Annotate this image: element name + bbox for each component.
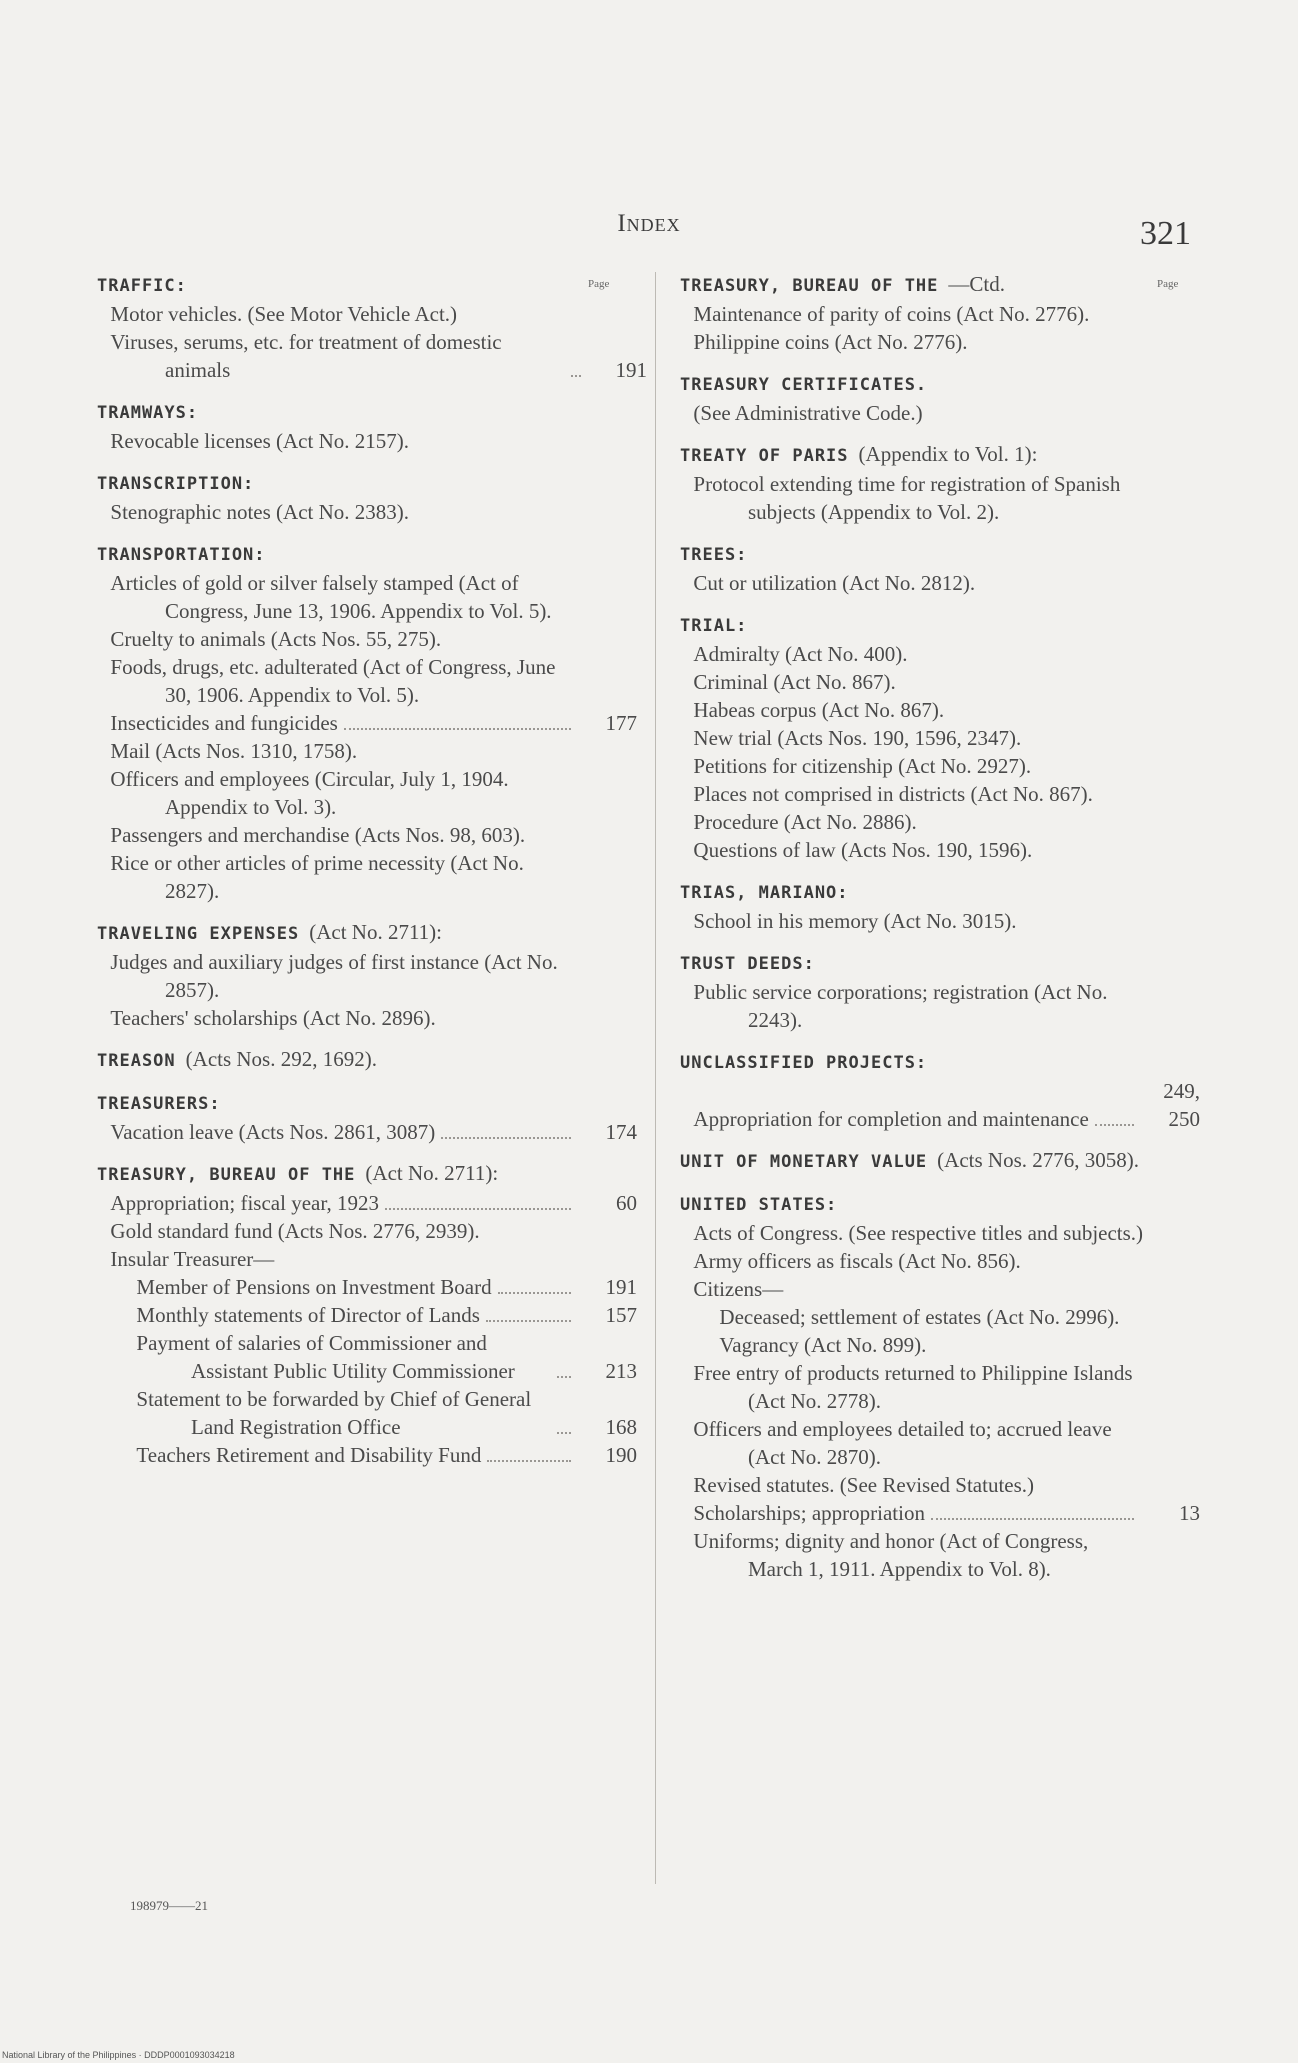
index-entry bbox=[680, 1146, 1200, 1176]
left-index-column bbox=[97, 270, 647, 1482]
index-subentry bbox=[693, 1415, 1200, 1471]
entry-heading-tail: —Ctd. bbox=[948, 272, 1005, 296]
subentry-text: Citizens— bbox=[693, 1277, 784, 1301]
index-entry bbox=[680, 1047, 1200, 1133]
index-entry bbox=[680, 877, 1200, 935]
dot-leader bbox=[571, 375, 581, 377]
subentry-text: Habeas corpus (Act No. 867). bbox=[693, 698, 945, 722]
subentry-text: Philippine coins (Act No. 2776). bbox=[693, 330, 968, 354]
index-subentry bbox=[136, 1441, 637, 1469]
index-subentry bbox=[136, 1329, 637, 1385]
subentry-text: New trial (Acts Nos. 190, 1596, 2347). bbox=[693, 726, 1022, 750]
index-entry bbox=[97, 270, 647, 384]
entry-heading-line bbox=[680, 539, 1200, 569]
subentry-text: Foods, drugs, etc. adulterated (Act of Congress, June 30, 1906. Appendix to Vol. 5). bbox=[110, 655, 556, 707]
subentry-text: Free entry of products returned to Philippine Islands (Act No. 2778). bbox=[693, 1361, 1133, 1413]
subentry-text: Questions of law (Acts Nos. 190, 1596). bbox=[693, 838, 1033, 862]
entry-heading-tail: (Acts Nos. 292, 1692). bbox=[185, 1047, 377, 1071]
subentry-text: (See Administrative Code.) bbox=[693, 401, 923, 425]
index-subentry bbox=[136, 1273, 637, 1301]
entry-heading-line bbox=[97, 918, 637, 948]
index-subentry bbox=[693, 752, 1200, 780]
entry-heading: TRAFFIC: bbox=[97, 276, 187, 296]
index-subentry bbox=[693, 328, 1200, 356]
page-reference: 191 bbox=[605, 1275, 637, 1299]
entry-heading: TRUST DEEDS: bbox=[680, 954, 815, 974]
index-subentry bbox=[693, 808, 1200, 836]
entry-heading: TREASON bbox=[97, 1051, 176, 1071]
subentry-text: Vacation leave (Acts Nos. 2861, 3087) bbox=[110, 1120, 436, 1144]
index-subentry bbox=[110, 498, 637, 526]
dot-leader bbox=[487, 1460, 571, 1462]
index-subentry bbox=[136, 1301, 637, 1329]
subentry-text: Uniforms; dignity and honor (Act of Congress, March 1, 1911. Appendix to Vol. 8). bbox=[693, 1529, 1089, 1581]
index-entry bbox=[680, 440, 1200, 526]
index-subentry bbox=[693, 1275, 1200, 1303]
subentry-text: Member of Pensions on Investment Board bbox=[136, 1275, 492, 1299]
index-entry bbox=[97, 918, 637, 1032]
index-subentry bbox=[693, 470, 1200, 526]
subentry-text: Officers and employees (Circular, July 1, 1904. Appendix to Vol. 3). bbox=[110, 767, 509, 819]
index-entry bbox=[680, 948, 1200, 1034]
index-subentry bbox=[693, 907, 1200, 935]
index-subentry bbox=[693, 1527, 1200, 1583]
index-subentry bbox=[693, 1499, 1200, 1527]
entry-heading: UNIT OF MONETARY VALUE bbox=[680, 1152, 928, 1172]
index-subentry bbox=[110, 849, 637, 905]
entry-heading: UNCLASSIFIED PROJECTS: bbox=[680, 1053, 928, 1073]
index-subentry bbox=[693, 836, 1200, 864]
entry-heading: TREASURY, BUREAU OF THE bbox=[97, 1165, 356, 1185]
subentry-text: Officers and employees detailed to; accrued leave (Act No. 2870). bbox=[693, 1417, 1112, 1469]
index-subentry bbox=[693, 724, 1200, 752]
dot-leader bbox=[931, 1518, 1134, 1520]
entry-heading-line bbox=[680, 440, 1200, 470]
dot-leader bbox=[385, 1208, 571, 1210]
index-subentry bbox=[693, 300, 1200, 328]
index-entry bbox=[680, 539, 1200, 597]
page-column-label-left: Page bbox=[588, 278, 610, 290]
dot-leader bbox=[486, 1320, 571, 1322]
index-subentry bbox=[693, 696, 1200, 724]
entry-heading-line bbox=[680, 1146, 1200, 1176]
index-subentry bbox=[110, 625, 637, 653]
index-entry bbox=[680, 270, 1200, 356]
index-subentry bbox=[110, 765, 637, 821]
entry-heading-tail: (Act No. 2711): bbox=[365, 1161, 499, 1185]
entry-heading: TREATY OF PARIS bbox=[680, 446, 849, 466]
dot-leader bbox=[498, 1292, 571, 1294]
entry-heading: TREES: bbox=[680, 545, 748, 565]
entry-heading-line bbox=[97, 1045, 637, 1075]
subentry-text: Insular Treasurer— bbox=[110, 1247, 275, 1271]
page-reference: 191 bbox=[615, 358, 647, 382]
subentry-text: Vagrancy (Act No. 899). bbox=[719, 1333, 927, 1357]
subentry-text: Teachers' scholarships (Act No. 2896). bbox=[110, 1006, 436, 1030]
running-title: Index bbox=[617, 210, 681, 237]
page-reference: 174 bbox=[605, 1120, 637, 1144]
dot-leader bbox=[557, 1376, 571, 1378]
index-entry bbox=[97, 1045, 637, 1075]
index-entry bbox=[680, 610, 1200, 864]
subentry-text: Viruses, serums, etc. for treatment of domestic animals bbox=[110, 330, 502, 382]
page-reference: 190 bbox=[605, 1443, 637, 1467]
entry-heading: TREASURY CERTIFICATES. bbox=[680, 375, 928, 395]
subentry-text: Revised statutes. (See Revised Statutes.) bbox=[693, 1473, 1035, 1497]
page-column-label-right: Page bbox=[1157, 278, 1179, 290]
index-subentry bbox=[110, 821, 637, 849]
dot-leader bbox=[1095, 1124, 1134, 1126]
subentry-text: Acts of Congress. (See respective titles and subjects.) bbox=[693, 1221, 1144, 1245]
page-reference: 168 bbox=[605, 1415, 637, 1439]
subentry-text: Deceased; settlement of estates (Act No. 2996). bbox=[719, 1305, 1120, 1329]
entry-heading-tail: (Appendix to Vol. 1): bbox=[858, 442, 1038, 466]
subentry-text: Stenographic notes (Act No. 2383). bbox=[110, 500, 410, 524]
index-subentry bbox=[693, 978, 1200, 1034]
subentry-text: Petitions for citizenship (Act No. 2927). bbox=[693, 754, 1032, 778]
index-subentry bbox=[110, 427, 637, 455]
subentry-text: Passengers and merchandise (Acts Nos. 98, 603). bbox=[110, 823, 526, 847]
subentry-text: Appropriation for completion and maintenance bbox=[693, 1107, 1089, 1131]
index-subentry bbox=[693, 569, 1200, 597]
dot-leader bbox=[441, 1137, 571, 1139]
index-subentry bbox=[110, 300, 637, 328]
index-subentry bbox=[110, 1004, 637, 1032]
entry-heading: TRAVELING EXPENSES bbox=[97, 924, 300, 944]
index-entry bbox=[97, 468, 637, 526]
subentry-text: Cruelty to animals (Acts Nos. 55, 275). bbox=[110, 627, 442, 651]
page-reference: 60 bbox=[616, 1191, 637, 1215]
entry-heading-line bbox=[680, 948, 1200, 978]
subentry-text: Army officers as fiscals (Act No. 856). bbox=[693, 1249, 1021, 1273]
subentry-text: Insecticides and fungicides bbox=[110, 711, 338, 735]
entry-heading-line bbox=[97, 1088, 637, 1118]
index-subentry bbox=[110, 737, 637, 765]
index-entry bbox=[97, 397, 637, 455]
entry-heading-line bbox=[97, 1159, 637, 1189]
subentry-text: Procedure (Act No. 2886). bbox=[693, 810, 917, 834]
subentry-text: Admiralty (Act No. 400). bbox=[693, 642, 908, 666]
subentry-text: Criminal (Act No. 867). bbox=[693, 670, 896, 694]
subentry-text: Teachers Retirement and Disability Fund bbox=[136, 1443, 482, 1467]
index-entry bbox=[680, 1189, 1200, 1583]
index-subentry bbox=[693, 1247, 1200, 1275]
index-subentry bbox=[110, 569, 637, 625]
page-reference: 157 bbox=[605, 1303, 637, 1327]
entry-heading-tail: (Act No. 2711): bbox=[309, 920, 443, 944]
entry-heading-line bbox=[680, 1047, 1200, 1077]
subentry-text: Public service corporations; registration (Act No. 2243). bbox=[693, 980, 1108, 1032]
index-subentry bbox=[110, 1189, 637, 1217]
subentry-text: Statement to be forwarded by Chief of General Land Registration Office bbox=[136, 1387, 532, 1439]
page-reference: 249, 250 bbox=[1163, 1079, 1200, 1131]
entry-heading-line bbox=[680, 270, 1200, 300]
index-subentry bbox=[693, 640, 1200, 668]
subentry-text: Revocable licenses (Act No. 2157). bbox=[110, 429, 409, 453]
subentry-text: Monthly statements of Director of Lands bbox=[136, 1303, 480, 1327]
index-entry bbox=[680, 369, 1200, 427]
entry-heading: TRIAL: bbox=[680, 616, 748, 636]
subentry-text: Maintenance of parity of coins (Act No. 2776). bbox=[693, 302, 1090, 326]
entry-heading: TRIAS, MARIANO: bbox=[680, 883, 849, 903]
page-number: 321 bbox=[1140, 215, 1191, 252]
index-subentry bbox=[110, 1245, 637, 1273]
entry-heading-line bbox=[97, 397, 637, 427]
page-reference: 177 bbox=[605, 711, 637, 735]
index-subentry bbox=[110, 653, 637, 709]
index-subentry bbox=[693, 668, 1200, 696]
entry-heading-line bbox=[680, 610, 1200, 640]
index-subentry bbox=[693, 780, 1200, 808]
index-subentry bbox=[110, 1217, 637, 1245]
subentry-text: Protocol extending time for registration of Spanish subjects (Appendix to Vol. 2). bbox=[693, 472, 1121, 524]
subentry-text: Rice or other articles of prime necessity (Act No. 2827). bbox=[110, 851, 524, 903]
entry-heading: UNITED STATES: bbox=[680, 1195, 838, 1215]
subentry-text: Places not comprised in districts (Act No. 867). bbox=[693, 782, 1093, 806]
page-reference: 213 bbox=[605, 1359, 637, 1383]
entry-heading-tail: (Acts Nos. 2776, 3058). bbox=[937, 1148, 1139, 1172]
index-subentry bbox=[110, 328, 647, 384]
entry-heading-line bbox=[97, 468, 637, 498]
subentry-text: Gold standard fund (Acts Nos. 2776, 2939). bbox=[110, 1219, 480, 1243]
index-subentry bbox=[693, 1359, 1200, 1415]
signature-mark: 198979——21 bbox=[130, 1898, 208, 1913]
subentry-text: Scholarships; appropriation bbox=[693, 1501, 925, 1525]
index-entry bbox=[97, 1159, 637, 1469]
entry-heading: TREASURY, BUREAU OF THE bbox=[680, 276, 939, 296]
subentry-text: Cut or utilization (Act No. 2812). bbox=[693, 571, 976, 595]
index-subentry bbox=[110, 948, 637, 1004]
index-entry bbox=[97, 539, 637, 905]
entry-heading-line bbox=[680, 877, 1200, 907]
subentry-text: Payment of salaries of Commissioner and Assistant Public Utility Commissioner bbox=[136, 1331, 515, 1383]
index-subentry bbox=[136, 1385, 637, 1441]
subentry-text: Mail (Acts Nos. 1310, 1758). bbox=[110, 739, 358, 763]
index-subentry bbox=[719, 1331, 1200, 1359]
subentry-text: School in his memory (Act No. 3015). bbox=[693, 909, 1017, 933]
index-subentry bbox=[693, 1471, 1200, 1499]
dot-leader bbox=[344, 728, 571, 730]
page-reference: 13 bbox=[1179, 1501, 1200, 1525]
index-subentry bbox=[693, 1077, 1200, 1133]
entry-heading-line bbox=[680, 369, 1200, 399]
subentry-text: Articles of gold or silver falsely stamped (Act of Congress, June 13, 1906. Appendix to Vol. 5). bbox=[110, 571, 552, 623]
entry-heading: TREASURERS: bbox=[97, 1094, 221, 1114]
index-subentry bbox=[110, 709, 637, 737]
index-subentry bbox=[693, 399, 1200, 427]
right-index-column bbox=[680, 270, 1200, 1596]
entry-heading-line bbox=[97, 270, 637, 300]
entry-heading: TRAMWAYS: bbox=[97, 403, 199, 423]
index-subentry bbox=[110, 1118, 637, 1146]
entry-heading: TRANSCRIPTION: bbox=[97, 474, 255, 494]
index-entry bbox=[97, 1088, 637, 1146]
index-subentry bbox=[693, 1219, 1200, 1247]
index-subentry bbox=[719, 1303, 1200, 1331]
entry-heading-line bbox=[680, 1189, 1200, 1219]
dot-leader bbox=[557, 1432, 571, 1434]
column-divider bbox=[655, 272, 656, 1884]
entry-heading-line bbox=[97, 539, 637, 569]
subentry-text: Appropriation; fiscal year, 1923 bbox=[110, 1191, 379, 1215]
subentry-text: Motor vehicles. (See Motor Vehicle Act.) bbox=[110, 302, 458, 326]
entry-heading: TRANSPORTATION: bbox=[97, 545, 266, 565]
scan-source-note: National Library of the Philippines · DDDP0001093034218 bbox=[2, 2050, 235, 2060]
subentry-text: Judges and auxiliary judges of first instance (Act No. 2857). bbox=[110, 950, 558, 1002]
